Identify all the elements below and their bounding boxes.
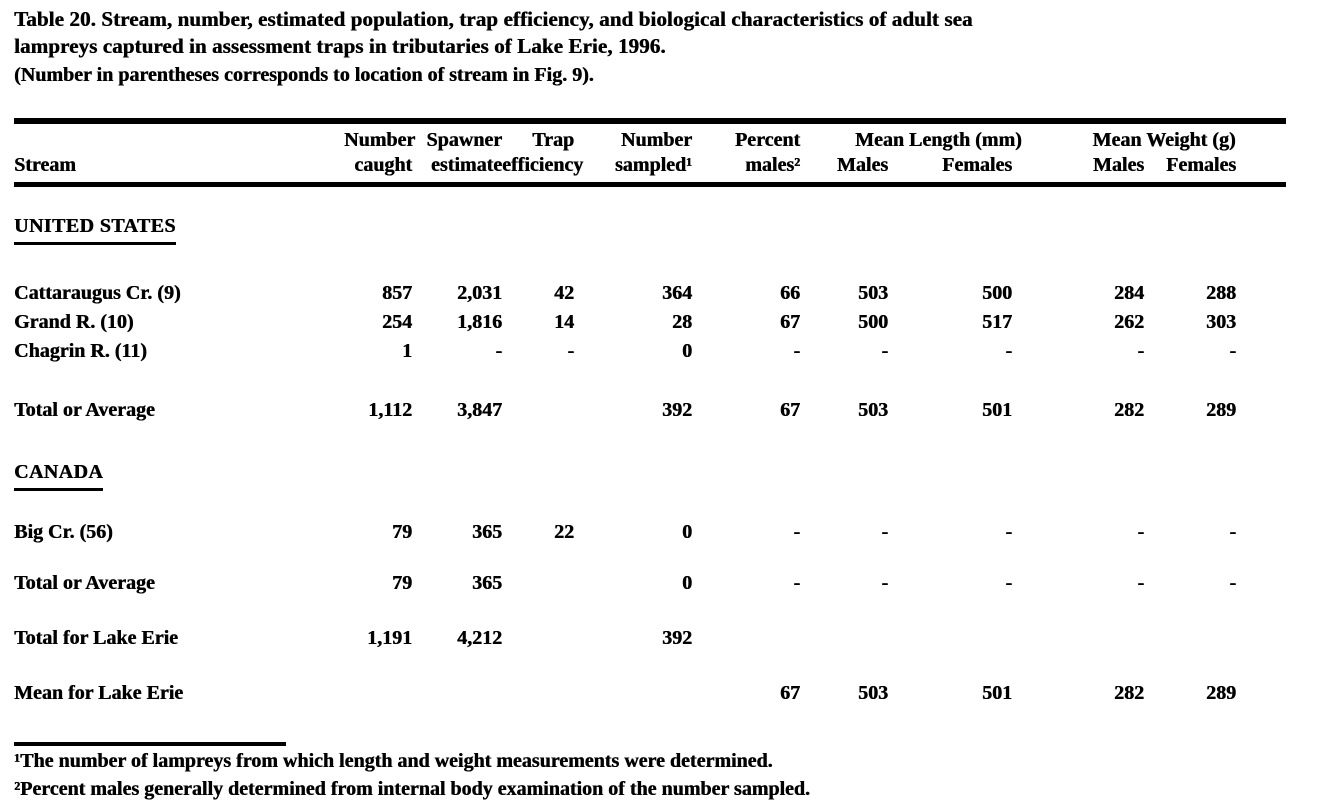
header-row-bottom	[14, 153, 1286, 185]
cell-number-sampled: 392	[662, 627, 692, 649]
cell-mean-weight-males: -	[1137, 572, 1145, 594]
col-group-mean-length: Mean Length (mm)	[800, 121, 1012, 153]
cell-spawner-estimate: 1,816	[457, 311, 502, 333]
footnote-2: ²Percent males generally determined from internal body examination of the number sampled.	[14, 778, 810, 800]
table-row-lake-erie-total	[14, 598, 1286, 653]
cell-stream: Chagrin R. (11)	[14, 340, 147, 362]
cell-mean-weight-males: -	[1137, 521, 1145, 543]
cell-percent-males	[692, 598, 800, 653]
cell-mean-weight-males	[1012, 598, 1144, 653]
col-header-percent-males: males²	[692, 153, 800, 185]
cell-mean-weight-females: -	[1229, 572, 1237, 594]
cell-mean-length-males: 503	[858, 399, 888, 421]
cell-mean-length-females	[888, 598, 1012, 653]
cell-mean-weight-males: -	[1137, 340, 1145, 362]
col-header-spawner-estimate: estimate	[412, 153, 502, 185]
cell-pad	[1236, 366, 1286, 425]
cell-mean-length-females: -	[1005, 521, 1013, 543]
cell-trap-efficiency: 42	[554, 282, 574, 304]
cell-number-caught: 79	[392, 572, 412, 594]
col-header-trap-efficiency-top: Trap	[502, 121, 574, 153]
cell-pad	[1236, 598, 1286, 653]
cell-number-caught: 254	[382, 311, 412, 333]
col-header-mean-weight-males: Males	[1012, 153, 1144, 185]
cell-percent-males: -	[793, 340, 800, 362]
col-header-number-sampled-top: Number	[574, 121, 692, 153]
cell-number-caught: 1,191	[367, 627, 412, 649]
cell-trap-efficiency: -	[567, 340, 574, 362]
cell-mean-weight-females: -	[1229, 521, 1237, 543]
col-header-spawner-estimate-top: Spawner	[412, 121, 502, 153]
cell-mean-weight-females: 288	[1206, 282, 1237, 304]
footnote-block	[14, 742, 1330, 800]
cell-spawner-estimate	[412, 653, 502, 708]
col-header-number-caught: caught	[344, 153, 412, 185]
cell-mean-weight-females: 289	[1206, 682, 1237, 704]
table-row-us-total	[14, 366, 1286, 425]
cell-number-sampled: 28	[672, 311, 692, 333]
table-row-big-cr	[14, 491, 1286, 547]
cell-pad	[1236, 245, 1286, 308]
cell-number-caught: 1,112	[368, 399, 412, 421]
cell-mean-length-females: 500	[982, 282, 1013, 304]
cell-number-caught	[344, 653, 412, 708]
data-table	[14, 118, 1286, 708]
cell-mean-weight-females: 289	[1206, 399, 1237, 421]
cell-stream: Total or Average	[14, 572, 155, 594]
cell-stream: Grand R. (10)	[14, 311, 134, 333]
cell-mean-length-males: -	[881, 572, 888, 594]
cell-mean-length-females: 517	[982, 311, 1013, 333]
header-row-top	[14, 121, 1286, 153]
cell-mean-weight-females: 303	[1206, 311, 1237, 333]
cell-spawner-estimate: 365	[472, 572, 502, 594]
table-row-grand	[14, 308, 1286, 337]
cell-trap-efficiency: 22	[554, 521, 574, 543]
header-spacer	[14, 121, 344, 153]
cell-number-sampled: 392	[662, 399, 692, 421]
cell-mean-length-females: -	[1005, 340, 1013, 362]
cell-stream: Big Cr. (56)	[14, 521, 113, 543]
col-header-percent-males-top: Percent	[692, 121, 800, 153]
header-pad	[1236, 153, 1286, 185]
cell-spawner-estimate: 2,031	[457, 282, 502, 304]
col-header-number-sampled: sampled¹	[574, 153, 692, 185]
cell-percent-males: 66	[780, 282, 800, 304]
cell-pad	[1236, 547, 1286, 598]
section-heading-canada: CANADA	[14, 458, 103, 491]
cell-percent-males: -	[793, 572, 800, 594]
cell-mean-weight-males: 282	[1114, 682, 1145, 704]
cell-mean-length-females: 501	[982, 682, 1013, 704]
cell-percent-males: 67	[780, 311, 800, 333]
cell-spawner-estimate: 365	[472, 521, 502, 543]
cell-trap-efficiency	[502, 547, 574, 598]
title-block	[14, 6, 1286, 88]
cell-pad	[1236, 491, 1286, 547]
cell-pad	[1236, 308, 1286, 337]
cell-number-sampled: 364	[662, 282, 692, 304]
cell-spawner-estimate: -	[495, 340, 502, 362]
section-heading-united-states: UNITED STATES	[14, 212, 176, 245]
table-title-line-2: lampreys captured in assessment traps in tributaries of Lake Erie, 1996.	[14, 34, 666, 58]
cell-mean-weight-females	[1144, 598, 1236, 653]
col-header-number-caught-top: Number	[344, 121, 412, 153]
table-row-cattaraugus	[14, 245, 1286, 308]
footnote-1: ¹The number of lampreys from which length and weight measurements were determined.	[14, 750, 773, 772]
section-row-canada	[14, 425, 1286, 491]
col-header-mean-length-females: Females	[888, 153, 1012, 185]
cell-number-sampled: 0	[682, 340, 692, 362]
cell-trap-efficiency	[502, 598, 574, 653]
cell-mean-length-males: 503	[858, 682, 888, 704]
col-header-trap-efficiency: efficiency	[502, 153, 574, 185]
col-group-mean-weight: Mean Weight (g)	[1012, 121, 1286, 153]
cell-mean-length-males: 500	[858, 311, 888, 333]
cell-stream: Mean for Lake Erie	[14, 682, 184, 704]
cell-mean-length-females: 501	[982, 399, 1013, 421]
cell-percent-males: 67	[780, 399, 800, 421]
cell-spawner-estimate: 4,212	[457, 627, 502, 649]
cell-spawner-estimate: 3,847	[457, 399, 502, 421]
cell-mean-weight-males: 282	[1114, 399, 1145, 421]
cell-stream: Total or Average	[14, 399, 155, 421]
cell-mean-length-males	[800, 598, 888, 653]
footnote-divider	[14, 742, 286, 746]
cell-number-caught: 79	[392, 521, 412, 543]
cell-mean-length-females: -	[1005, 572, 1013, 594]
cell-mean-length-males: -	[881, 521, 888, 543]
cell-mean-length-males: 503	[858, 282, 888, 304]
cell-number-caught: 1	[402, 340, 412, 362]
cell-trap-efficiency: 14	[554, 311, 574, 333]
cell-trap-efficiency	[502, 366, 574, 425]
cell-number-sampled: 0	[682, 521, 692, 543]
cell-trap-efficiency	[502, 653, 574, 708]
cell-pad	[1236, 653, 1286, 708]
cell-mean-weight-females: -	[1229, 340, 1237, 362]
cell-number-sampled	[574, 653, 692, 708]
cell-percent-males: -	[793, 521, 800, 543]
cell-mean-weight-males: 262	[1114, 311, 1145, 333]
table-row-chagrin	[14, 337, 1286, 366]
cell-number-caught: 857	[382, 282, 412, 304]
table-title-line-1: Table 20. Stream, number, estimated population, trap efficiency, and biological characteristics of adult sea	[14, 7, 973, 31]
col-header-mean-length-males: Males	[800, 153, 888, 185]
cell-stream: Total for Lake Erie	[14, 627, 178, 649]
cell-mean-length-males: -	[881, 340, 888, 362]
col-header-stream: Stream	[14, 153, 344, 185]
table-row-lake-erie-mean	[14, 653, 1286, 708]
table-caption-note: (Number in parentheses corresponds to location of stream in Fig. 9).	[14, 64, 594, 86]
cell-percent-males: 67	[780, 682, 800, 704]
table-row-canada-total	[14, 547, 1286, 598]
cell-pad	[1236, 337, 1286, 366]
section-row-united-states	[14, 185, 1286, 246]
cell-number-sampled: 0	[682, 572, 692, 594]
cell-mean-weight-males: 284	[1114, 282, 1145, 304]
cell-stream: Cattaraugus Cr. (9)	[14, 282, 181, 304]
col-header-mean-weight-females: Females	[1144, 153, 1236, 185]
